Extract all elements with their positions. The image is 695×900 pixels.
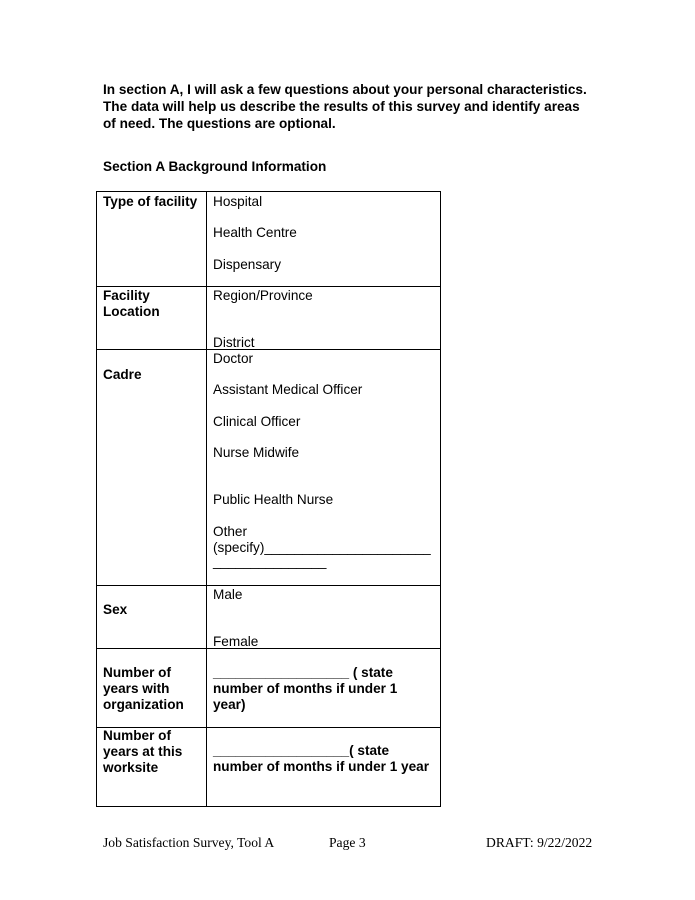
- value-cell-years-organization: [207, 649, 441, 728]
- value-cell-years-worksite: [207, 728, 441, 807]
- option-female[interactable]: Female: [213, 634, 259, 649]
- other-specify-field[interactable]: (specify)______________________: [213, 540, 431, 555]
- label-cell-years-organization: [97, 649, 207, 728]
- years-org-input[interactable]: __________________ ( state: [213, 665, 393, 680]
- intro-line-1: In section A, I will ask a few questions about your personal characteristics.: [103, 82, 587, 97]
- option-male[interactable]: Male: [213, 587, 243, 602]
- option-hospital[interactable]: Hospital: [213, 194, 263, 209]
- option-clinical-officer[interactable]: Clinical Officer: [213, 414, 301, 429]
- years-site-instruction-line-2: number of months if under 1 year: [213, 759, 430, 774]
- years-org-instruction-line-3: year): [213, 697, 246, 712]
- label-cell-facility-type: [97, 192, 207, 287]
- option-dispensary[interactable]: Dispensary: [213, 257, 281, 272]
- label-sex: Sex: [103, 602, 128, 617]
- intro-line-3: of need. The questions are optional.: [103, 116, 336, 131]
- label-cell-cadre: [97, 350, 207, 586]
- option-assistant-medical-officer[interactable]: Assistant Medical Officer: [213, 382, 363, 397]
- row-years-organization: [97, 649, 441, 728]
- footer-document-title: Job Satisfaction Survey, Tool A: [103, 835, 275, 850]
- intro-paragraph: [103, 81, 603, 132]
- option-doctor[interactable]: Doctor: [213, 351, 254, 366]
- background-info-table: [96, 191, 441, 807]
- label-years-org-line-1: Number of: [103, 665, 171, 680]
- label-facility-location-line-1: Facility: [103, 288, 150, 303]
- label-cell-sex: [97, 586, 207, 649]
- option-public-health-nurse[interactable]: Public Health Nurse: [213, 492, 334, 507]
- label-years-site-line-2: years at this: [103, 744, 183, 759]
- value-cell-cadre: [207, 350, 441, 586]
- option-district[interactable]: District: [213, 335, 255, 350]
- value-cell-facility-location: [207, 287, 441, 350]
- label-cadre: Cadre: [103, 367, 142, 382]
- option-nurse-midwife[interactable]: Nurse Midwife: [213, 445, 300, 460]
- other-specify-field-continued[interactable]: _______________: [213, 554, 327, 569]
- option-health-centre[interactable]: Health Centre: [213, 225, 297, 240]
- label-facility-location-line-2: Location: [103, 304, 160, 319]
- years-org-instruction-line-2: number of months if under 1: [213, 681, 398, 696]
- years-site-input[interactable]: __________________( state: [213, 743, 390, 758]
- row-years-worksite: [97, 728, 441, 807]
- label-years-site-line-3: worksite: [103, 760, 159, 775]
- footer-page-number: Page 3: [329, 835, 366, 850]
- row-facility-location: [97, 287, 441, 350]
- label-years-site-line-1: Number of: [103, 728, 171, 743]
- label-facility-type: Type of facility: [103, 194, 198, 209]
- row-facility-type: [97, 192, 441, 287]
- row-sex: [97, 586, 441, 649]
- value-cell-facility-type: [207, 192, 441, 287]
- option-other[interactable]: Other: [213, 524, 247, 539]
- row-cadre: [97, 350, 441, 586]
- section-title: Section A Background Information: [103, 159, 327, 174]
- label-years-org-line-2: years with: [103, 681, 170, 696]
- value-cell-sex: [207, 586, 441, 649]
- label-cell-years-worksite: [97, 728, 207, 807]
- footer-draft-date: DRAFT: 9/22/2022: [486, 835, 593, 850]
- label-cell-facility-location: [97, 287, 207, 350]
- option-region-province[interactable]: Region/Province: [213, 288, 313, 303]
- intro-line-2: The data will help us describe the results of this survey and identify areas: [103, 99, 580, 114]
- label-years-org-line-3: organization: [103, 697, 184, 712]
